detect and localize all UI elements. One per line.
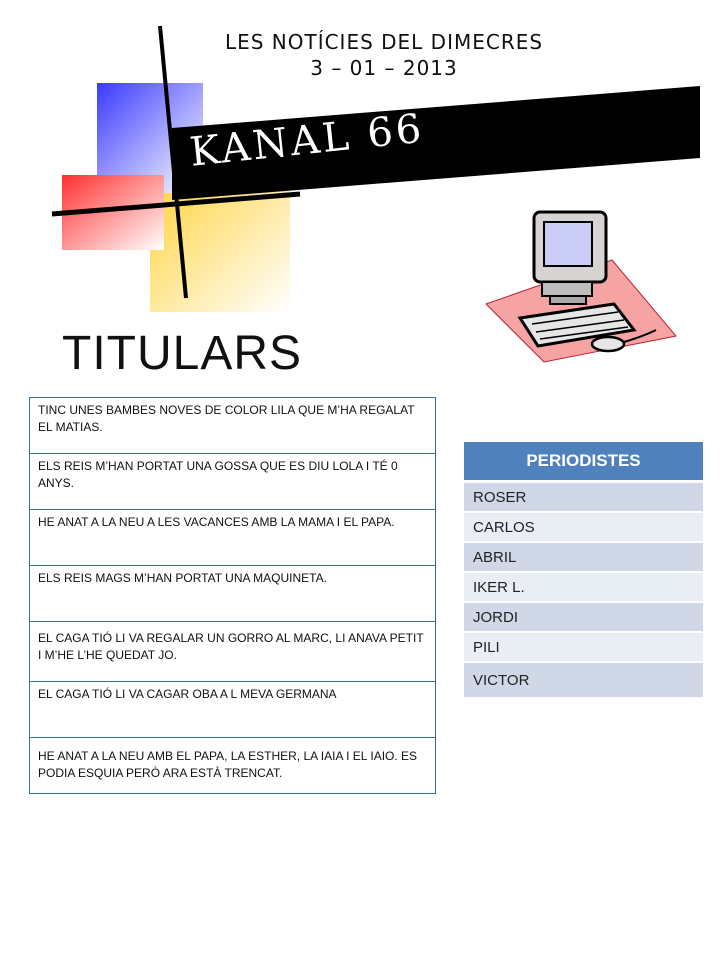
headline-cell: EL CAGA TIÓ LI VA REGALAR UN GORRO AL MARC, LI ANAVA PETIT I M’HE L’HE QUEDAT JO.: [30, 622, 436, 682]
computer-icon: [484, 208, 680, 368]
headline-cell: ELS REIS M’HAN PORTAT UNA GOSSA QUE ES DIU LOLA I TÉ 0 ANYS.: [30, 454, 436, 510]
journalists-table: [464, 442, 703, 699]
headline-cell: TINC UNES BAMBES NOVES DE COLOR LILA QUE M’HA REGALAT EL MATIAS.: [30, 398, 436, 454]
journalist-name: VICTOR: [464, 662, 703, 698]
headline-cell: HE ANAT A LA NEU AMB EL PAPA, LA ESTHER, LA IAIA I EL IAIO. ES PODIA ESQUIA PERÒ ARA ESTÀ TRENCAT.: [30, 738, 436, 794]
journalist-name: ABRIL: [464, 542, 703, 572]
brand-name: KANAL 66: [187, 105, 427, 176]
journalist-name: JORDI: [464, 602, 703, 632]
section-title: TITULARS: [62, 327, 303, 380]
newsletter-title: LES NOTÍCIES DEL DIMECRES: [224, 30, 544, 54]
headline-cell: EL CAGA TIÓ LI VA CAGAR OBA A L MEVA GERMANA: [30, 682, 436, 738]
journalist-name: PILI: [464, 632, 703, 662]
journalist-name: ROSER: [464, 482, 703, 513]
journalists-header: PERIODISTES: [464, 442, 703, 482]
newsletter-date: 3 – 01 – 2013: [310, 56, 458, 80]
headline-cell: ELS REIS MAGS M’HAN PORTAT UNA MAQUINETA.: [30, 566, 436, 622]
journalist-name: CARLOS: [464, 512, 703, 542]
journalist-name: IKER L.: [464, 572, 703, 602]
headlines-table: [29, 397, 436, 794]
headline-cell: HE ANAT A LA NEU A LES VACANCES AMB LA MAMA I EL PAPA.: [30, 510, 436, 566]
